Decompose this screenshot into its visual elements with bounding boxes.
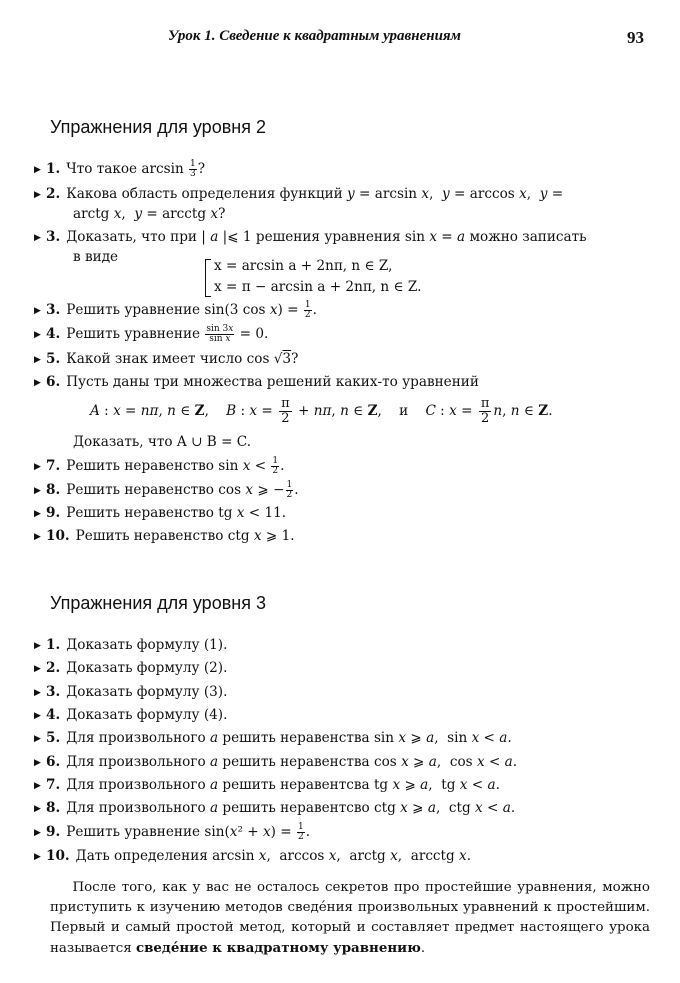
triangle-bullet-icon: ▶: [34, 509, 41, 519]
sets-formula: A : x = nπ, n ∈ Z, B : x = $\frac{\pi}{2}$ + nπ, n ∈ Z, и C : x = $\frac{\pi}{2}$ n, n ∈ Z.: [90, 396, 553, 426]
triangle-bullet-icon: ▶: [34, 378, 41, 388]
exercise-item: ▶ 5. Какой знак имеет число cos √3?: [34, 349, 298, 370]
triangle-bullet-icon: ▶: [34, 532, 41, 542]
exercise-item: ▶ 3. Решить уравнение sin(3 cos x) = $\frac{1}{2}$ .: [34, 300, 317, 320]
triangle-bullet-icon: ▶: [34, 852, 41, 862]
triangle-bullet-icon: ▶: [34, 190, 41, 200]
triangle-bullet-icon: ▶: [34, 664, 41, 674]
exercise-item: ▶ 3. Доказать формулу (3).: [34, 682, 227, 703]
exercise-item: ▶ 2. Доказать формулу (2).: [34, 658, 227, 679]
exercise-item: ▶ 6. Пусть даны три множества решений каких-то уравнений: [34, 372, 479, 393]
exercise-item: ▶ 8. Для произвольного a решить неравентсво ctg x ⩾ a, ctg x < a.: [34, 798, 515, 819]
equation-system: x = arcsin a + 2nπ, n ∈ Z, x = π − arcsin a + 2nπ, n ∈ Z.: [205, 256, 421, 298]
triangle-bullet-icon: ▶: [34, 330, 41, 340]
exercise-item: ▶ 2. Какова область определения функций y = arcsin x, y = arccos x, y =: [34, 184, 563, 205]
exercise-item: ▶ 1. Что такое arcsin $\frac{1}{3}$ ?: [34, 159, 206, 179]
section-title-level2: Упражнения для уровня 2: [50, 117, 266, 137]
triangle-bullet-icon: ▶: [34, 828, 41, 838]
conclusion-text: Доказать, что A ∪ B = C.: [73, 434, 252, 450]
exercise-item: ▶ 4. Доказать формулу (4).: [34, 705, 227, 726]
exercise-item: ▶ 3. Доказать, что при | a |⩽ 1 решения уравнения sin x = a можно записать: [34, 227, 587, 248]
triangle-bullet-icon: ▶: [34, 758, 41, 768]
triangle-bullet-icon: ▶: [34, 306, 41, 316]
exercise-item: ▶ 10. Дать определения arcsin x, arccos x, arctg x, arcctg x.: [34, 846, 471, 867]
triangle-bullet-icon: ▶: [34, 165, 41, 175]
triangle-bullet-icon: ▶: [34, 355, 41, 365]
triangle-bullet-icon: ▶: [34, 688, 41, 698]
section-title-level3: Упражнения для уровня 3: [50, 593, 266, 613]
triangle-bullet-icon: ▶: [34, 734, 41, 744]
exercise-item: ▶ 9. Решить неравенство tg x < 11.: [34, 503, 286, 524]
exercise-item: ▶ 10. Решить неравенство ctg x ⩾ 1.: [34, 526, 295, 547]
exercise-item: ▶ 1. Доказать формулу (1).: [34, 635, 227, 656]
triangle-bullet-icon: ▶: [34, 641, 41, 651]
exercise-item: ▶ 6. Для произвольного a решить неравенства cos x ⩾ a, cos x < a.: [34, 752, 517, 773]
page-header: [0, 28, 680, 52]
closing-paragraph: После того, как у вас не осталось секретов про простейшие уравнения, можно приступить к изучению методов сведéния произвольных уравнений к простейшим. Первый и самый простой метод, который и составляет предмет настоящего урока называется сведéние к квадратному уравнению.: [50, 880, 650, 956]
exercise-item: ▶ 7. Решить неравенство sin x < $\frac{1}{2}$ .: [34, 456, 285, 476]
triangle-bullet-icon: ▶: [34, 804, 41, 814]
running-title: Урок 1. Сведение к квадратным уравнениям: [168, 28, 461, 44]
exercise-item: ▶ 5. Для произвольного a решить неравенства sin x ⩾ a, sin x < a.: [34, 728, 512, 749]
emphasis-term: сведéние к квадратному уравнению: [135, 940, 421, 956]
triangle-bullet-icon: ▶: [34, 462, 41, 472]
triangle-bullet-icon: ▶: [34, 711, 41, 721]
exercise-item: ▶ 8. Решить неравенство cos x ⩾ − $\frac{1}{2}$ .: [34, 480, 299, 500]
page-number: 93: [627, 28, 644, 47]
triangle-bullet-icon: ▶: [34, 233, 41, 243]
triangle-bullet-icon: ▶: [34, 486, 41, 496]
exercise-item: ▶ 7. Для произвольного a решить неравентсва tg x ⩾ a, tg x < a.: [34, 775, 500, 796]
exercise-item: ▶ 9. Решить уравнение sin(x² + x) = $\frac{1}{2}$ .: [34, 822, 311, 842]
triangle-bullet-icon: ▶: [34, 781, 41, 791]
exercise-item: ▶ 4. Решить уравнение $\frac{\sin 3x}{\text{sin x}}$ = 0.: [34, 324, 269, 344]
